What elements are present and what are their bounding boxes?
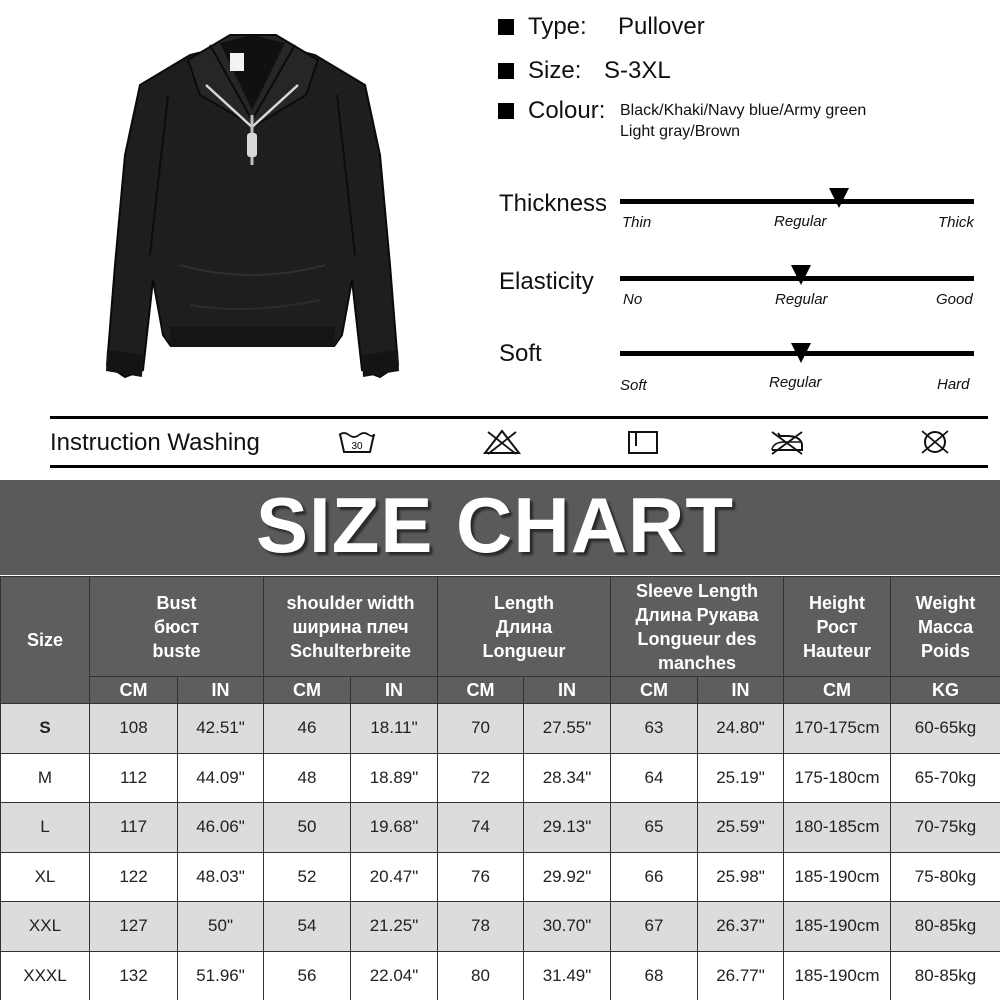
unit-header: KG bbox=[891, 677, 1000, 704]
wash-temp-text: 30 bbox=[351, 441, 363, 452]
table-cell: 25.98" bbox=[698, 852, 784, 902]
table-cell: 56 bbox=[264, 951, 351, 1000]
table-cell: 22.04" bbox=[351, 951, 438, 1000]
table-cell: 66 bbox=[611, 852, 698, 902]
table-cell: 185-190cm bbox=[784, 852, 891, 902]
table-cell: 108 bbox=[90, 704, 178, 754]
elasticity-high: Good bbox=[936, 291, 973, 308]
no-dry-clean-icon bbox=[915, 428, 955, 456]
size-cell: XXL bbox=[1, 902, 90, 952]
table-row bbox=[1, 753, 1000, 803]
spec-type bbox=[498, 13, 705, 41]
spec-colour-label: Colour: bbox=[528, 97, 606, 124]
table-cell: 25.19" bbox=[698, 753, 784, 803]
spec-size-label: Size: bbox=[528, 57, 582, 84]
table-cell: 122 bbox=[90, 852, 178, 902]
table-cell: 50" bbox=[178, 902, 264, 952]
unit-header: CM bbox=[611, 677, 698, 704]
unit-header-row bbox=[1, 677, 1000, 704]
table-cell: 70 bbox=[438, 704, 524, 754]
size-cell: XXXL bbox=[1, 951, 90, 1000]
table-cell: 31.49" bbox=[524, 951, 611, 1000]
table-cell: 80-85kg bbox=[891, 951, 1000, 1000]
soft-label: Soft bbox=[499, 340, 542, 367]
spec-size bbox=[498, 57, 671, 85]
table-cell: 64 bbox=[611, 753, 698, 803]
unit-header: CM bbox=[90, 677, 178, 704]
thickness-low: Thin bbox=[622, 214, 652, 231]
table-cell: 26.77" bbox=[698, 951, 784, 1000]
size-rows bbox=[1, 704, 1000, 1000]
colour-line-2: Light gray/Brown bbox=[620, 123, 741, 140]
washing-title: Instruction Washing bbox=[50, 429, 260, 456]
unit-header: CM bbox=[784, 677, 891, 704]
length-header: Length Длина Longueur bbox=[438, 577, 611, 677]
sleeve-length-header: Sleeve Length Длина Рукава Longueur des manches bbox=[611, 577, 784, 677]
bullet-square-icon bbox=[498, 63, 514, 79]
line-dry-icon bbox=[623, 428, 663, 456]
size-chart-title: SIZE CHART bbox=[256, 481, 734, 569]
unit-header: IN bbox=[698, 677, 784, 704]
table-cell: 80 bbox=[438, 951, 524, 1000]
table-cell: 67 bbox=[611, 902, 698, 952]
table-cell: 29.92" bbox=[524, 852, 611, 902]
spec-colour-value bbox=[620, 97, 866, 142]
unit-header: IN bbox=[178, 677, 264, 704]
thickness-scale bbox=[620, 199, 974, 204]
table-cell: 54 bbox=[264, 902, 351, 952]
table-cell: 50 bbox=[264, 803, 351, 853]
bullet-square-icon bbox=[498, 19, 514, 35]
table-cell: 46 bbox=[264, 704, 351, 754]
table-cell: 52 bbox=[264, 852, 351, 902]
soft-mid: Regular bbox=[769, 374, 822, 391]
table-cell: 117 bbox=[90, 803, 178, 853]
table-cell: 65-70kg bbox=[891, 753, 1000, 803]
size-cell: L bbox=[1, 803, 90, 853]
table-cell: 19.68" bbox=[351, 803, 438, 853]
table-cell: 60-65kg bbox=[891, 704, 1000, 754]
weight-header: Weight Macca Poids bbox=[891, 577, 1000, 677]
table-cell: 72 bbox=[438, 753, 524, 803]
soft-high: Hard bbox=[937, 376, 970, 393]
table-cell: 48.03" bbox=[178, 852, 264, 902]
soft-marker-icon bbox=[791, 343, 811, 363]
no-bleach-icon bbox=[482, 428, 522, 456]
size-column-header: Size bbox=[1, 577, 90, 704]
table-cell: 26.37" bbox=[698, 902, 784, 952]
table-row bbox=[1, 951, 1000, 1000]
size-cell: XL bbox=[1, 852, 90, 902]
washing-top-rule bbox=[50, 416, 988, 419]
table-cell: 21.25" bbox=[351, 902, 438, 952]
product-photo bbox=[80, 15, 425, 410]
shoulder-width-header: shoulder width ширина плеч Schulterbreite bbox=[264, 577, 438, 677]
table-cell: 70-75kg bbox=[891, 803, 1000, 853]
size-table bbox=[0, 576, 1000, 1000]
elasticity-label: Elasticity bbox=[499, 268, 594, 295]
unit-header: IN bbox=[351, 677, 438, 704]
table-cell: 28.34" bbox=[524, 753, 611, 803]
table-cell: 51.96" bbox=[178, 951, 264, 1000]
bullet-square-icon bbox=[498, 103, 514, 119]
table-cell: 42.51" bbox=[178, 704, 264, 754]
table-cell: 127 bbox=[90, 902, 178, 952]
unit-header: CM bbox=[264, 677, 351, 704]
table-cell: 80-85kg bbox=[891, 902, 1000, 952]
table-cell: 44.09" bbox=[178, 753, 264, 803]
table-cell: 132 bbox=[90, 951, 178, 1000]
table-cell: 63 bbox=[611, 704, 698, 754]
unit-header: CM bbox=[438, 677, 524, 704]
table-cell: 180-185cm bbox=[784, 803, 891, 853]
spec-colour bbox=[498, 97, 866, 142]
size-cell: M bbox=[1, 753, 90, 803]
size-cell: S bbox=[1, 704, 90, 754]
table-cell: 74 bbox=[438, 803, 524, 853]
table-cell: 75-80kg bbox=[891, 852, 1000, 902]
table-row bbox=[1, 704, 1000, 754]
no-iron-icon bbox=[767, 428, 807, 456]
thickness-mid: Regular bbox=[774, 213, 827, 230]
table-cell: 24.80" bbox=[698, 704, 784, 754]
colour-line-1: Black/Khaki/Navy blue/Army green bbox=[620, 102, 867, 119]
height-header: Height Рост Hauteur bbox=[784, 577, 891, 677]
table-cell: 25.59" bbox=[698, 803, 784, 853]
table-cell: 68 bbox=[611, 951, 698, 1000]
table-row bbox=[1, 902, 1000, 952]
elasticity-marker-icon bbox=[791, 265, 811, 285]
table-cell: 46.06" bbox=[178, 803, 264, 853]
table-cell: 76 bbox=[438, 852, 524, 902]
table-cell: 65 bbox=[611, 803, 698, 853]
table-cell: 30.70" bbox=[524, 902, 611, 952]
washing-bottom-rule bbox=[50, 465, 988, 468]
elasticity-mid: Regular bbox=[775, 291, 828, 308]
table-cell: 18.11" bbox=[351, 704, 438, 754]
table-cell: 18.89" bbox=[351, 753, 438, 803]
table-cell: 185-190cm bbox=[784, 902, 891, 952]
table-cell: 78 bbox=[438, 902, 524, 952]
thickness-high: Thick bbox=[938, 214, 974, 231]
table-cell: 185-190cm bbox=[784, 951, 891, 1000]
table-cell: 175-180cm bbox=[784, 753, 891, 803]
thickness-marker-icon bbox=[829, 188, 849, 208]
table-row bbox=[1, 803, 1000, 853]
elasticity-low: No bbox=[623, 291, 643, 308]
unit-header: IN bbox=[524, 677, 611, 704]
spec-type-label: Type: bbox=[528, 13, 587, 40]
table-cell: 112 bbox=[90, 753, 178, 803]
table-cell: 48 bbox=[264, 753, 351, 803]
table-row bbox=[1, 852, 1000, 902]
soft-low: Soft bbox=[620, 377, 647, 394]
spec-type-value: Pullover bbox=[618, 13, 705, 40]
table-cell: 170-175cm bbox=[784, 704, 891, 754]
bust-header: Bust бюст buste bbox=[90, 577, 264, 677]
table-cell: 29.13" bbox=[524, 803, 611, 853]
spec-size-value: S-3XL bbox=[604, 57, 671, 84]
thickness-label: Thickness bbox=[499, 190, 608, 217]
table-cell: 20.47" bbox=[351, 852, 438, 902]
table-cell: 27.55" bbox=[524, 704, 611, 754]
wash-30-icon bbox=[337, 428, 377, 456]
